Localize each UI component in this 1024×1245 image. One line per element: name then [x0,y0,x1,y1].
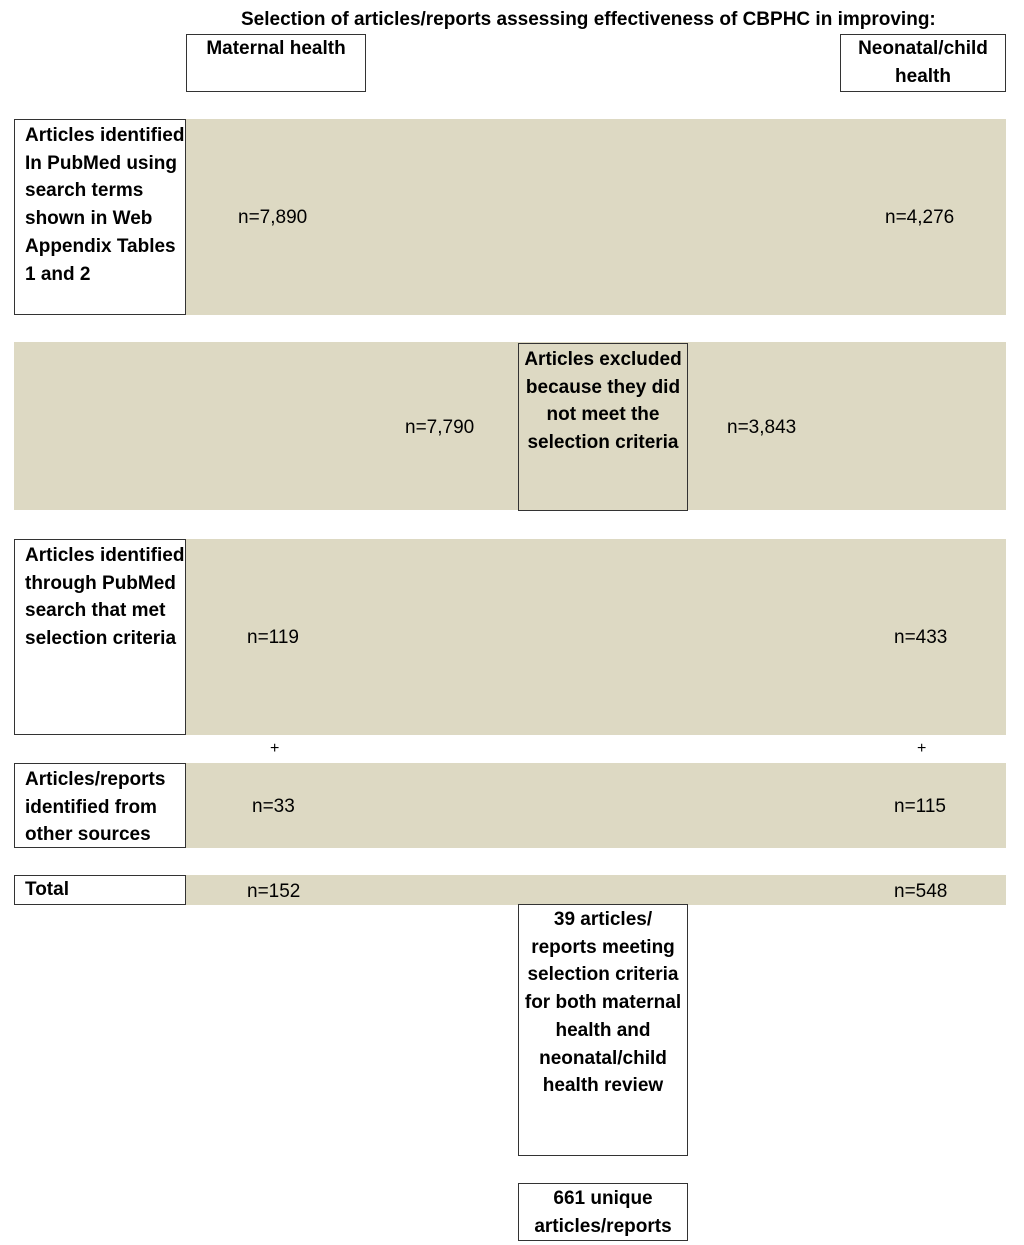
identified-neonatal-count: n=4,276 [885,207,955,228]
met-criteria-label-box [14,539,186,735]
total-maternal-count: n=152 [247,881,301,902]
identified-maternal-count: n=7,890 [238,207,308,228]
neonatal-child-health-header [840,34,1006,92]
maternal-health-header-text: Maternal health [206,38,346,59]
excluded-maternal-count: n=7,790 [405,417,475,438]
excluded-neonatal-count: n=3,843 [727,417,797,438]
unique-total-text: 661 unique articles/reports [534,1188,672,1237]
excluded-label: Articles excluded because they did not meet the selection criteria [524,349,682,454]
other-sources-row-band [186,763,1006,848]
neonatal-child-health-header-text: Neonatal/child health [858,38,988,87]
other-sources-label: Articles/reports identified from other sources [25,769,166,846]
identified-row-label-box [14,119,186,315]
met-criteria-neonatal-count: n=433 [894,627,948,648]
met-criteria-maternal-count: n=119 [247,627,299,648]
overlap-box [518,904,688,1156]
other-sources-maternal-count: n=33 [252,796,295,817]
other-sources-neonatal-count: n=115 [894,796,946,817]
identified-row-label: Articles identified In PubMed using search terms shown in Web Appendix Tables 1 and 2 [25,125,185,285]
identified-row-band [186,119,1006,315]
total-label-box [14,875,186,905]
overlap-text: 39 articles/ reports meeting selection criteria for both maternal health and neonatal/child health review [524,909,682,1097]
excluded-label-box [518,343,688,511]
met-criteria-row-band [186,539,1006,735]
total-row-band [186,875,1006,905]
other-sources-label-box [14,763,186,848]
maternal-health-header [186,34,366,92]
maternal-plus-sign: + [270,740,280,757]
total-label: Total [25,879,69,900]
diagram-title: Selection of articles/reports assessing effectiveness of CBPHC in improving: [241,9,936,30]
neonatal-plus-sign: + [917,740,927,757]
met-criteria-label: Articles identified through PubMed search that met selection criteria [25,545,185,650]
unique-total-box [518,1183,688,1241]
excluded-row-band [14,342,1006,510]
total-neonatal-count: n=548 [894,881,948,902]
